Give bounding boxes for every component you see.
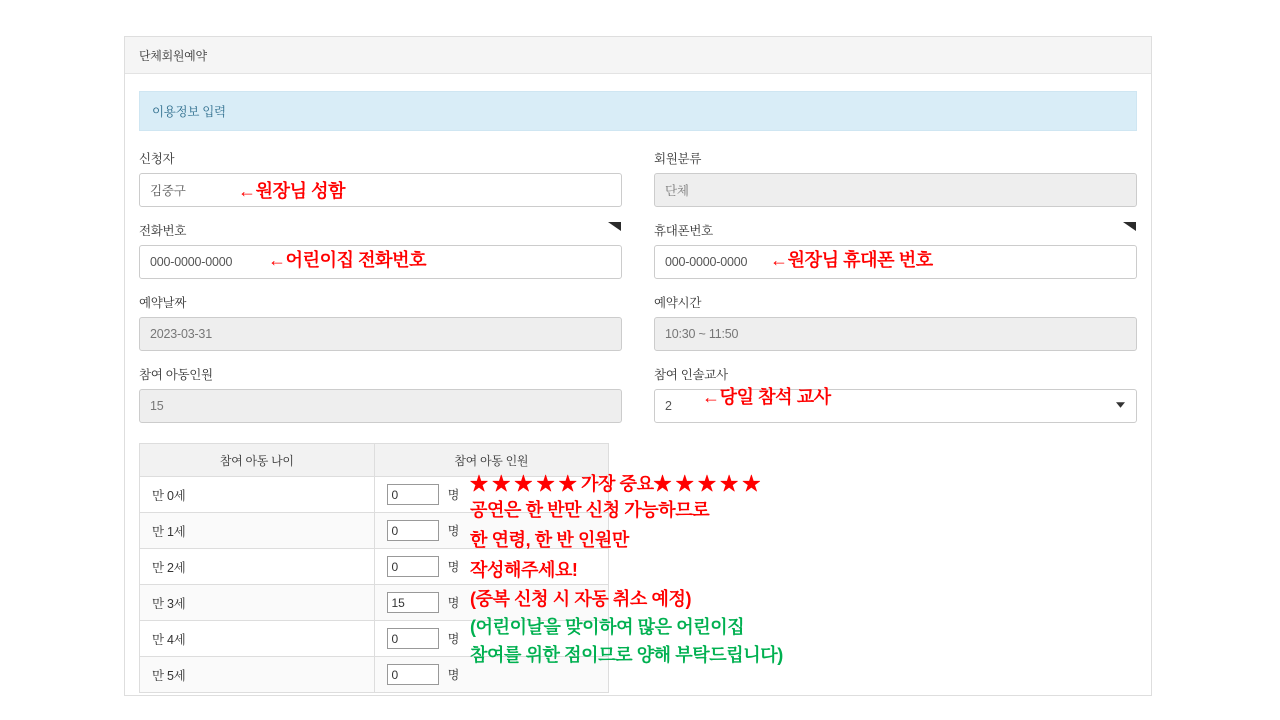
member-type-input <box>654 173 1137 207</box>
annotation-line-4: 작성해주세요! <box>470 560 578 580</box>
reserve-date-label: 예약날짜 <box>139 296 187 310</box>
annotation-applicant: ←원장님 성함 <box>238 181 346 201</box>
age-cell: 만 4세 <box>140 621 375 657</box>
count-unit-label: 명 <box>447 488 459 502</box>
section-banner <box>139 91 1137 131</box>
count-unit-label: 명 <box>447 596 459 610</box>
field-child-count <box>139 365 622 423</box>
mobile-label: 휴대폰번호 <box>654 224 713 238</box>
annotation-stars-line: ★ ★ ★ ★ ★ 가장 중요★ ★ ★ ★ ★ <box>470 474 760 494</box>
section-banner-label: 이용정보 입력 <box>152 105 226 119</box>
field-applicant <box>139 149 622 207</box>
age-cell: 만 5세 <box>140 657 375 693</box>
count-unit-label: 명 <box>447 668 459 682</box>
age-cell: 만 0세 <box>140 477 375 513</box>
reserve-time-label: 예약시간 <box>654 296 702 310</box>
card-title: 단체회원예약 <box>139 48 207 63</box>
annotation-line-7: 참여를 위한 점이므로 양해 부탁드립니다) <box>470 645 783 665</box>
card-header <box>125 37 1151 74</box>
annotation-teacher-count: ←당일 참석 교사 <box>702 387 831 407</box>
annotation-line-2: 공연은 한 반만 신청 가능하므로 <box>470 500 710 520</box>
count-column-header: 참여 아동 인원 <box>374 444 609 477</box>
age-column-header: 참여 아동 나이 <box>140 444 375 477</box>
age1-count-input[interactable] <box>387 520 439 541</box>
age0-count-input[interactable] <box>387 484 439 505</box>
reserve-time-input <box>654 317 1137 351</box>
field-reserve-date <box>139 293 622 351</box>
child-count-label: 참여 아동인원 <box>139 368 213 382</box>
age-cell: 만 3세 <box>140 585 375 621</box>
field-member-type <box>654 149 1137 207</box>
annotation-line-3: 한 연령, 한 반 인원만 <box>470 530 629 550</box>
reserve-date-input <box>139 317 622 351</box>
count-unit-label: 명 <box>447 524 459 538</box>
child-count-input <box>139 389 622 423</box>
annotation-phone: ←어린이집 전화번호 <box>268 250 427 270</box>
count-unit-label: 명 <box>447 632 459 646</box>
annotation-line-6: (어린이날을 맞이하여 많은 어린이집 <box>470 617 745 637</box>
count-unit-label: 명 <box>447 560 459 574</box>
age2-count-input[interactable] <box>387 556 439 577</box>
age4-count-input[interactable] <box>387 628 439 649</box>
field-reserve-time <box>654 293 1137 351</box>
applicant-input[interactable] <box>139 173 622 207</box>
age3-count-input[interactable] <box>387 592 439 613</box>
age-cell: 만 2세 <box>140 549 375 585</box>
member-type-label: 회원분류 <box>654 152 702 166</box>
age-cell: 만 1세 <box>140 513 375 549</box>
teacher-count-label: 참여 인솔교사 <box>654 368 728 382</box>
phone-label: 전화번호 <box>139 224 187 238</box>
annotation-mobile: ←원장님 휴대폰 번호 <box>770 250 933 270</box>
age5-count-input[interactable] <box>387 664 439 685</box>
annotation-line-5: (중복 신청 시 자동 취소 예정) <box>470 589 692 609</box>
applicant-label: 신청자 <box>139 152 175 166</box>
